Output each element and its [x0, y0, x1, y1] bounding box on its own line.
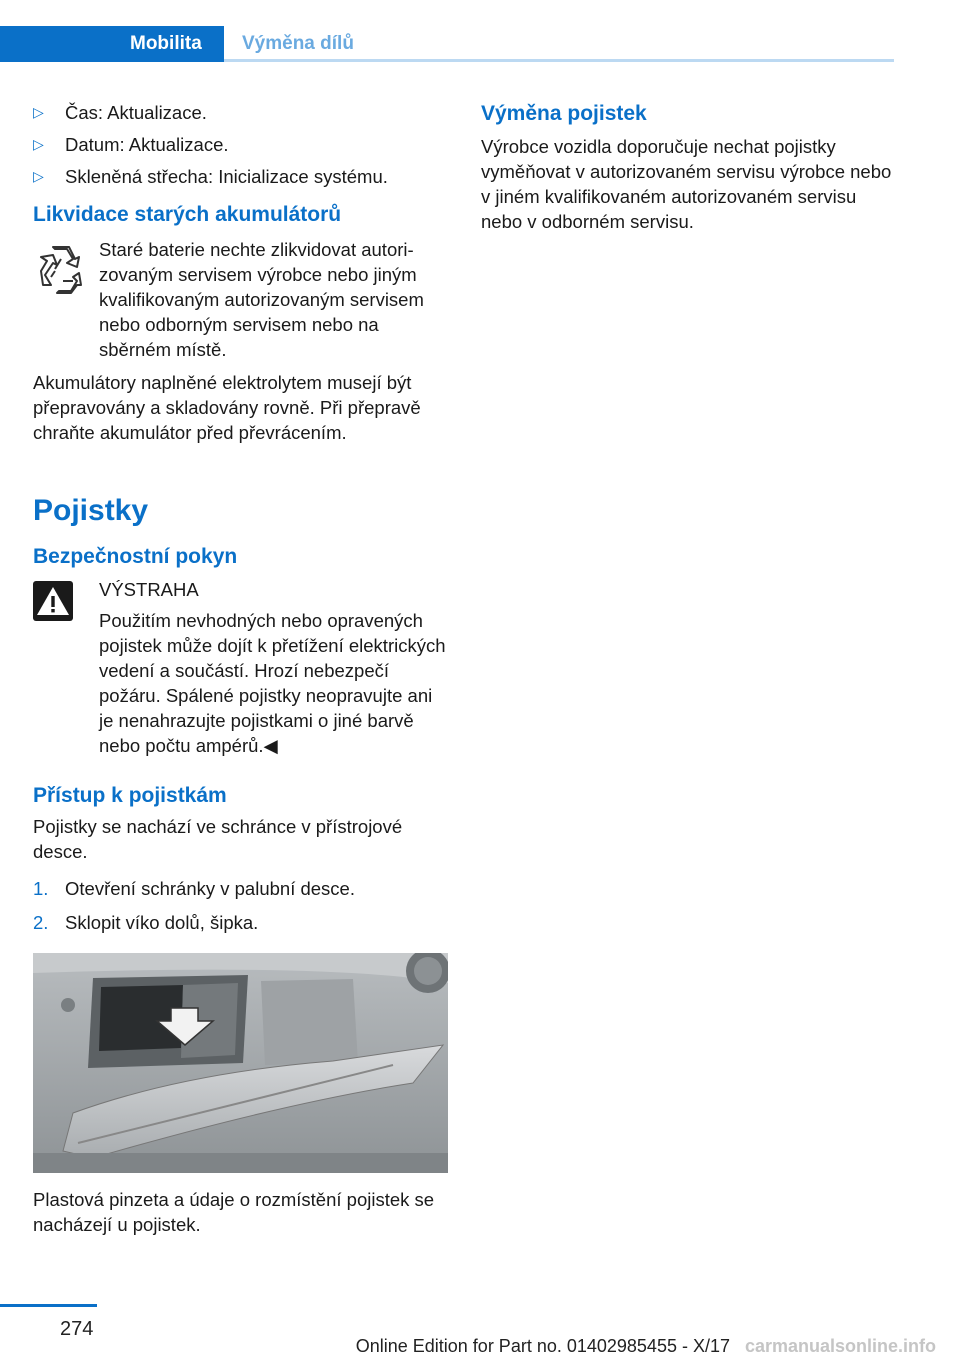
- page-number: 274: [60, 1318, 94, 1340]
- bullet-triangle-icon: ▷: [33, 136, 44, 152]
- steps-list: [33, 876, 448, 935]
- list-item-text: Skleněná střecha: Inicializace systému.: [65, 166, 388, 187]
- step-number: 1.: [33, 878, 49, 899]
- warning-block: [33, 577, 448, 758]
- tab-mobilita[interactable]: Mobilita: [0, 26, 224, 62]
- left-column: [33, 100, 448, 1237]
- bullet-triangle-icon: ▷: [33, 168, 44, 184]
- tab-vymena-dilu[interactable]: Výměna dílů: [242, 33, 354, 54]
- watermark: carmanualsonline.info: [744, 1336, 936, 1356]
- replace-fuses-text: Výrobce vozidla doporučuje nechat pojistky vyměňovat v autorizovaném servisu výrobce nebo v jiném kvalifikovaném autorizovaném servisu nebo v odborném servisu.: [481, 136, 892, 232]
- glovebox-photo: [33, 953, 448, 1173]
- footer-divider: [0, 1304, 97, 1307]
- header-tabbar: [0, 0, 960, 62]
- photo-caption: Plastová pinzeta a údaje o rozmístění pojistek se nacházejí u pojistek.: [33, 1189, 435, 1235]
- access-heading: Přístup k pojistkám: [33, 784, 227, 807]
- list-item-text: Čas: Aktualizace.: [65, 102, 207, 123]
- step-number: 2.: [33, 912, 49, 933]
- recycle-icon: [33, 241, 89, 303]
- list-item: [33, 100, 448, 125]
- list-item-text: Datum: Aktualizace.: [65, 134, 229, 155]
- disposal-text: Staré baterie nechte zlikvidovat autorizovaným servisem výrobce nebo jiným kvalifikovaným autorizovaným servisem nebo odborným servisem nebo na sběrném místě.: [99, 239, 424, 360]
- access-text: Pojistky se nachází ve schránce v přístrojové desce.: [33, 816, 403, 862]
- list-item: [33, 876, 448, 901]
- disposal-block: [33, 237, 448, 362]
- step-text: Otevření schránky v palubní desce.: [65, 878, 355, 899]
- list-item: [33, 910, 448, 935]
- step-text: Sklopit víko dolů, šipka.: [65, 912, 259, 933]
- header-divider: [224, 59, 894, 62]
- disposal-text-2: Akumulátory naplněné elektrolytem musejí být přepravovány a skladovány rovně. Při přepravě chraňte akumulátor před převrácením.: [33, 372, 421, 443]
- warning-triangle-icon: [33, 581, 73, 627]
- fuses-title: Pojistky: [33, 494, 149, 527]
- right-column: [481, 100, 893, 234]
- list-item: [33, 132, 448, 157]
- list-item: [33, 164, 448, 189]
- warning-text: Použitím nevhodných nebo opravených pojistek může dojít k přetížení elektrických vedení a součástí. Hrozí nebezpečí požáru. Spálené pojistky neopravujte ani je nenahrazujte pojistkami o jiné barvě nebo počtu ampérů.◀: [99, 610, 446, 756]
- replace-fuses-heading: Výměna pojistek: [481, 102, 647, 125]
- bullet-triangle-icon: ▷: [33, 104, 44, 120]
- warning-label: VÝSTRAHA: [99, 579, 199, 600]
- edition-text: Online Edition for Part no. 01402985455 - X/17: [355, 1336, 730, 1356]
- safety-heading: Bezpečnostní pokyn: [33, 545, 238, 568]
- disposal-heading: Likvidace starých akumulátorů: [33, 203, 342, 226]
